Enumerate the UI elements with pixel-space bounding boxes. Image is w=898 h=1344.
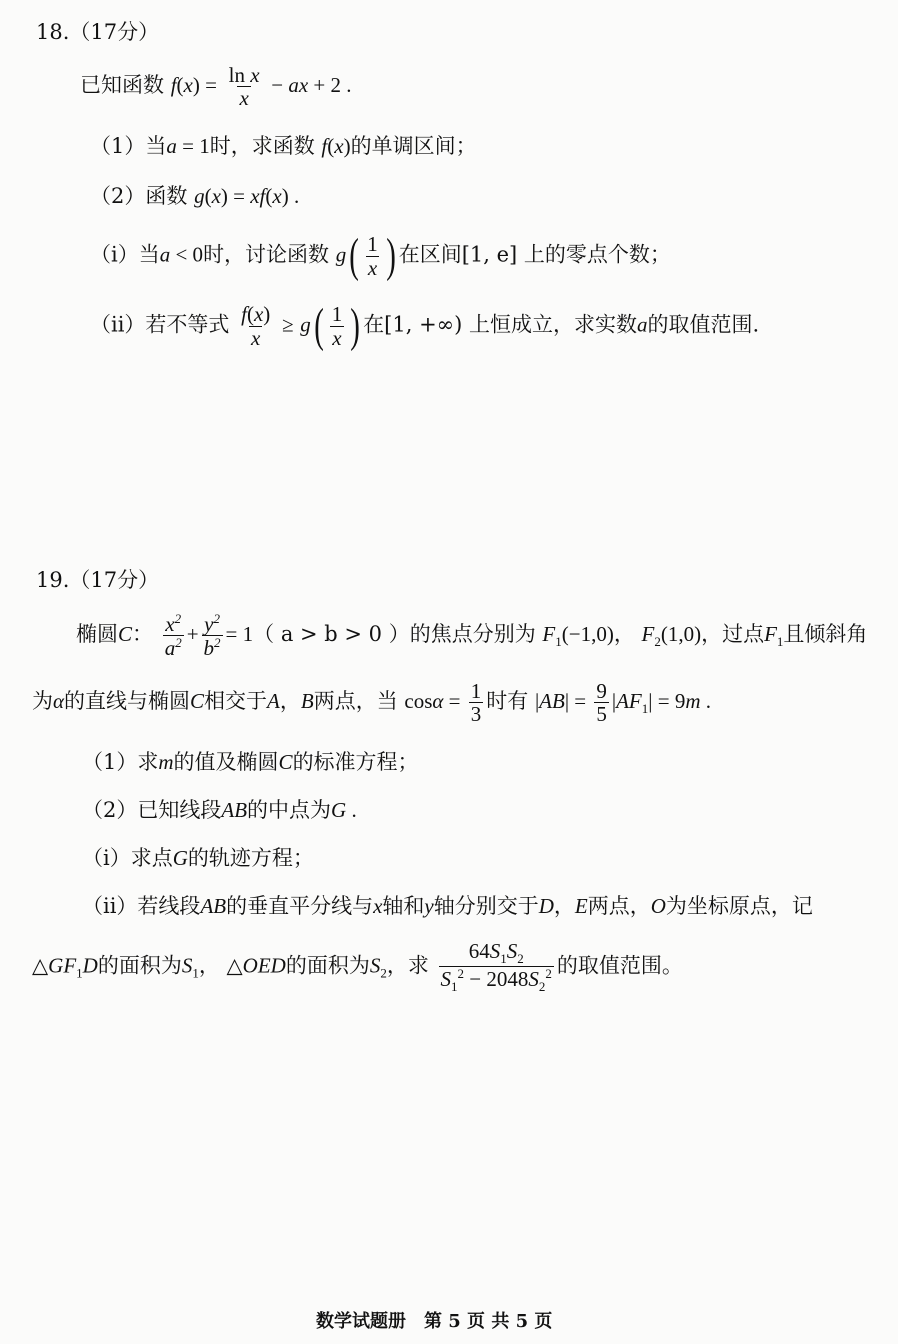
page-footer: 数学试题册 第 5 页 共 5 页: [316, 1311, 553, 1332]
q19-part1: （1）求m的值及椭圆C的标准方程；: [82, 750, 419, 774]
q18-part1: （1）当a = 1时，求函数 f(x)的单调区间；: [90, 134, 477, 158]
q19-part2: （2）已知线段AB的中点为G .: [82, 798, 357, 822]
q19-line1: 椭圆C： $\frac{x^2}{a^2}$ + $\frac{y^2}{b^2}$ = 1（ a > b > 0 ）的焦点分别为 $F_1(-1,0)$， $F_2(1,0)$，过点$F_1$且倾斜角: [76, 611, 868, 661]
q18-intro: 已知函数 f(x) = $\frac{\text{ln x}}{x}$ − ax + 2 .: [80, 63, 352, 111]
q19-line2: 为α的直线与椭圆C相交于A，B两点，当 cosα = $\frac{1}{3}$ 时有 |AB| = $\frac{9}{5}$ $|AF_1| = 9m$ .: [32, 679, 711, 727]
q18-part2-ii: （ii）若不等式 $\frac{f(x)}{x}$ ≥ g( $\frac{1}{x}$ ) 在[1, +∞) 上恒成立，求实数a的取值范围.: [90, 299, 760, 352]
q18-header: 18.（17分）: [36, 20, 160, 44]
q19-last-line: $\triangle GF_1D$的面积为$S_1$， △OED的面积为$S_2$，求 $\frac{64S_1S_2}{S_1^2 - 2048S_2^2}$ 的取值范围。: [32, 939, 683, 995]
q19-part2-i: （i）求点G的轨迹方程；: [82, 846, 314, 870]
q18-part2: （2）函数 g(x) = xf(x) .: [90, 184, 300, 208]
q18-part2-i: （i）当a < 0时，讨论函数 g( $\frac{1}{x}$ ) 在区间[1, e] 上的零点个数；: [90, 229, 671, 282]
q19-header: 19.（17分）: [36, 568, 160, 592]
q19-part2-ii: （ii）若线段AB的垂直平分线与x轴和y轴分别交于D，E两点，O为坐标原点，记: [82, 894, 813, 918]
